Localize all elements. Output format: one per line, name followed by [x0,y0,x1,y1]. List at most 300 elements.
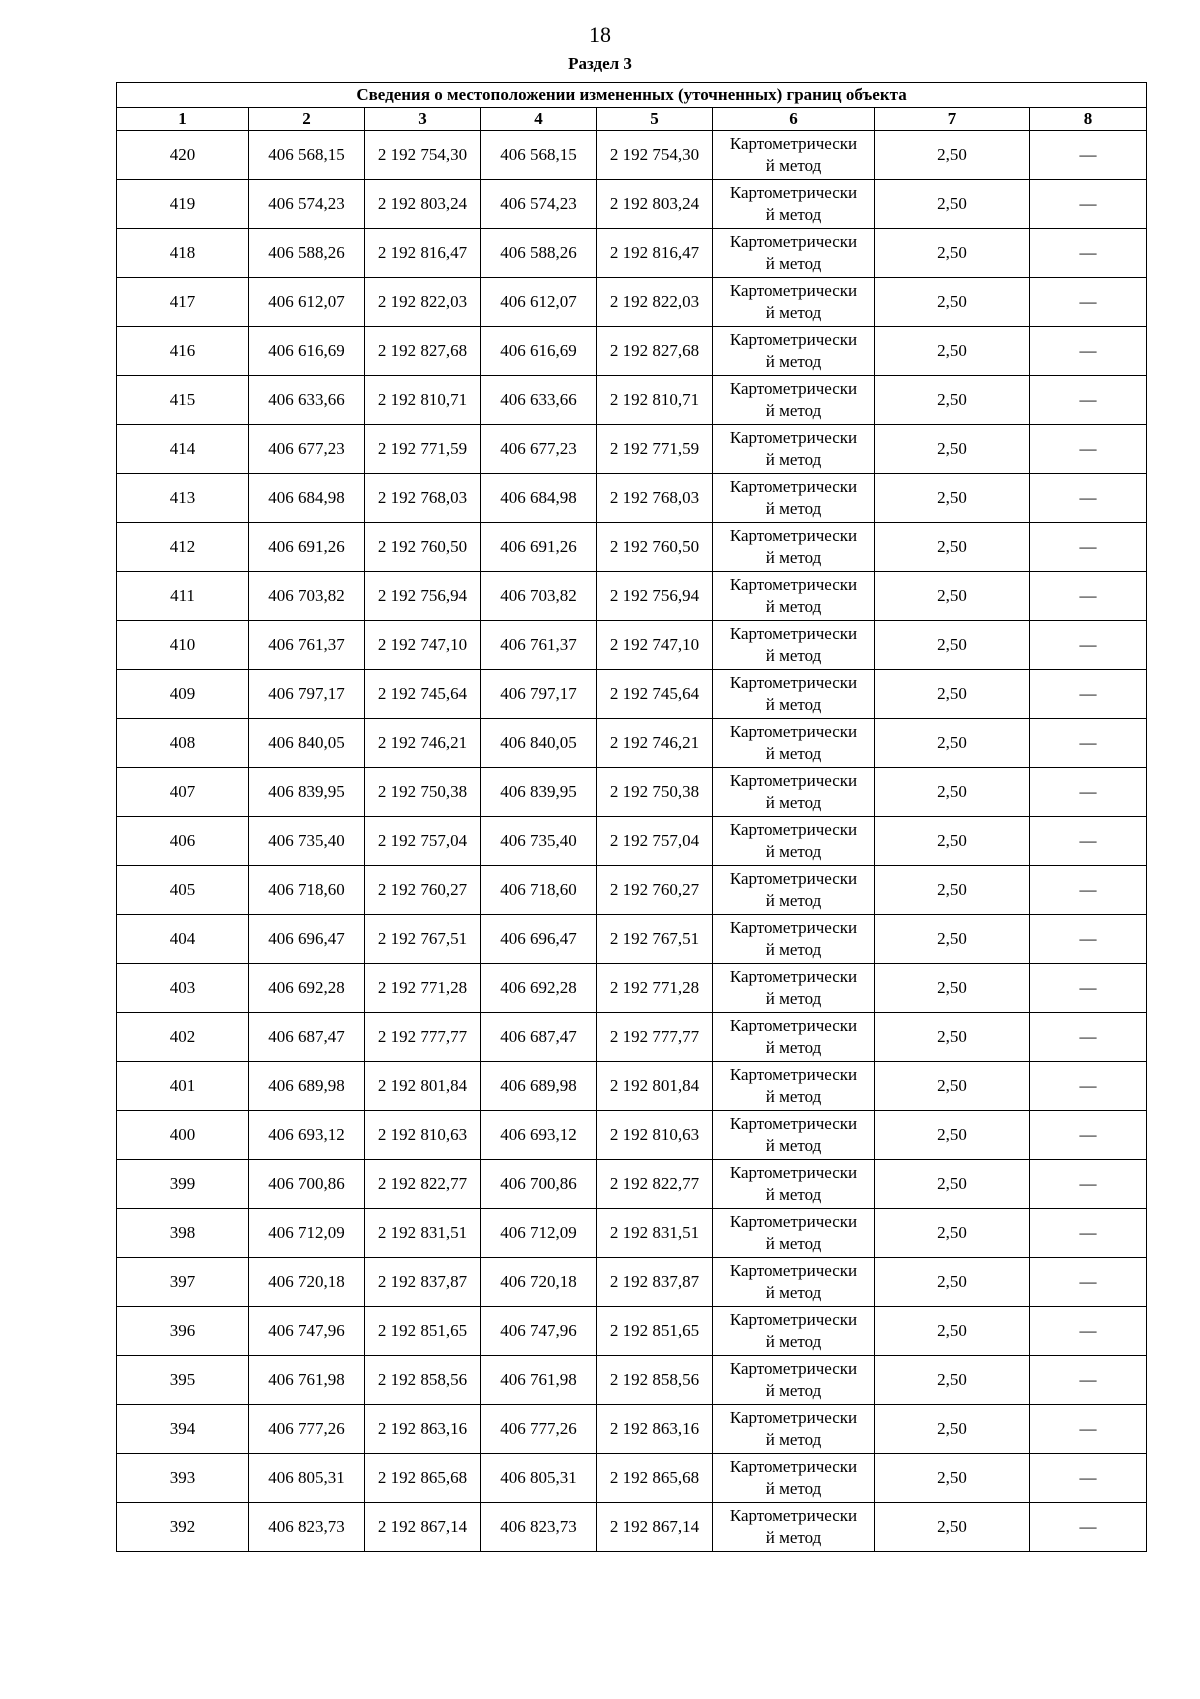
point-number-cell: 403 [117,964,249,1013]
coordinate-cell: 406 840,05 [481,719,597,768]
coordinate-cell: 406 718,60 [481,866,597,915]
description-cell: — [1030,474,1147,523]
method-cell [713,523,875,572]
coordinate-cell: 2 192 803,24 [365,180,481,229]
method-line-1: Картометрически [729,820,858,839]
coordinate-cell: 2 192 858,56 [597,1356,713,1405]
coordinate-cell: 406 777,26 [249,1405,365,1454]
coordinate-cell: 2 192 771,59 [365,425,481,474]
point-number-cell: 406 [117,817,249,866]
point-number-cell: 409 [117,670,249,719]
point-number-cell: 418 [117,229,249,278]
coordinate-cell: 406 568,15 [481,131,597,180]
point-number-cell: 411 [117,572,249,621]
method-cell [713,229,875,278]
method-cell [713,474,875,523]
method-line-1: Картометрически [729,1408,858,1427]
coordinate-cell: 2 192 801,84 [365,1062,481,1111]
description-cell: — [1030,572,1147,621]
coordinate-cell: 406 684,98 [481,474,597,523]
point-number-cell: 394 [117,1405,249,1454]
method-line-1: Картометрически [729,673,858,692]
description-cell: — [1030,278,1147,327]
coordinate-cell: 2 192 768,03 [365,474,481,523]
accuracy-cell: 2,50 [875,1307,1030,1356]
method-line-1: Картометрически [729,1310,858,1329]
point-number-cell: 402 [117,1013,249,1062]
method-line-1: Картометрически [729,1457,858,1476]
coordinate-cell: 2 192 750,38 [597,768,713,817]
accuracy-cell: 2,50 [875,1209,1030,1258]
accuracy-cell: 2,50 [875,278,1030,327]
coordinate-cell: 2 192 768,03 [597,474,713,523]
coordinate-cell: 2 192 827,68 [597,327,713,376]
coordinate-cell: 2 192 746,21 [597,719,713,768]
coordinate-cell: 406 805,31 [481,1454,597,1503]
coordinate-cell: 406 588,26 [481,229,597,278]
method-cell [713,1307,875,1356]
coordinate-cell: 2 192 816,47 [597,229,713,278]
method-line-2: й метод [765,891,822,910]
table-row [117,817,1147,866]
description-cell: — [1030,131,1147,180]
method-line-1: Картометрически [729,477,858,496]
coordinate-cell: 406 797,17 [481,670,597,719]
coordinate-cell: 2 192 771,28 [365,964,481,1013]
method-cell [713,1209,875,1258]
method-line-1: Картометрически [729,1359,858,1378]
coordinate-cell: 406 777,26 [481,1405,597,1454]
coordinate-cell: 2 192 756,94 [365,572,481,621]
point-number-cell: 404 [117,915,249,964]
table-row [117,1160,1147,1209]
coordinate-cell: 406 693,12 [481,1111,597,1160]
coordinate-cell: 2 192 827,68 [365,327,481,376]
point-number-cell: 419 [117,180,249,229]
table-row [117,1307,1147,1356]
description-cell: — [1030,376,1147,425]
table-row [117,523,1147,572]
coordinate-cell: 406 568,15 [249,131,365,180]
description-cell: — [1030,768,1147,817]
column-number-row [117,108,1147,131]
coordinate-cell: 2 192 757,04 [597,817,713,866]
method-cell [713,1013,875,1062]
table-row [117,1258,1147,1307]
method-line-1: Картометрически [729,1163,858,1182]
column-number: 8 [1030,108,1147,131]
coordinate-cell: 406 574,23 [249,180,365,229]
method-line-2: й метод [765,1332,822,1351]
coordinate-cell: 2 192 863,16 [597,1405,713,1454]
method-line-2: й метод [765,1234,822,1253]
coordinate-cell: 406 612,07 [481,278,597,327]
point-number-cell: 407 [117,768,249,817]
table-row [117,327,1147,376]
method-cell [713,670,875,719]
column-number: 5 [597,108,713,131]
coordinate-cell: 406 689,98 [249,1062,365,1111]
coordinate-cell: 2 192 822,03 [365,278,481,327]
method-cell [713,278,875,327]
table-body [117,131,1147,1552]
coordinate-cell: 406 720,18 [481,1258,597,1307]
description-cell: — [1030,1160,1147,1209]
point-number-cell: 416 [117,327,249,376]
accuracy-cell: 2,50 [875,180,1030,229]
method-cell [713,1160,875,1209]
method-cell [713,768,875,817]
coordinate-cell: 406 633,66 [481,376,597,425]
description-cell: — [1030,180,1147,229]
coordinate-cell: 406 677,23 [481,425,597,474]
method-line-2: й метод [765,1479,822,1498]
method-line-2: й метод [765,1038,822,1057]
accuracy-cell: 2,50 [875,1258,1030,1307]
method-line-2: й метод [765,1283,822,1302]
method-line-2: й метод [765,352,822,371]
accuracy-cell: 2,50 [875,376,1030,425]
coordinate-cell: 2 192 810,63 [365,1111,481,1160]
table-row [117,376,1147,425]
coordinate-cell: 2 192 822,77 [597,1160,713,1209]
column-number: 1 [117,108,249,131]
method-line-2: й метод [765,1381,822,1400]
point-number-cell: 400 [117,1111,249,1160]
point-number-cell: 410 [117,621,249,670]
coordinate-cell: 2 192 760,50 [365,523,481,572]
method-line-1: Картометрически [729,918,858,937]
method-line-2: й метод [765,842,822,861]
method-line-1: Картометрически [729,1065,858,1084]
coordinate-cell: 406 692,28 [481,964,597,1013]
description-cell: — [1030,817,1147,866]
coordinate-cell: 2 192 777,77 [597,1013,713,1062]
point-number-cell: 401 [117,1062,249,1111]
coordinate-cell: 2 192 760,27 [597,866,713,915]
coordinate-cell: 406 735,40 [249,817,365,866]
table-row [117,572,1147,621]
coordinate-cell: 406 761,37 [481,621,597,670]
table-row [117,1062,1147,1111]
coordinate-cell: 2 192 851,65 [597,1307,713,1356]
accuracy-cell: 2,50 [875,964,1030,1013]
coordinate-cell: 406 677,23 [249,425,365,474]
coordinate-cell: 2 192 810,71 [365,376,481,425]
method-cell [713,1503,875,1552]
description-cell: — [1030,964,1147,1013]
table-row [117,768,1147,817]
accuracy-cell: 2,50 [875,817,1030,866]
accuracy-cell: 2,50 [875,768,1030,817]
method-cell [713,817,875,866]
method-line-2: й метод [765,499,822,518]
coordinate-cell: 2 192 867,14 [597,1503,713,1552]
method-line-2: й метод [765,205,822,224]
coordinate-cell: 406 693,12 [249,1111,365,1160]
point-number-cell: 408 [117,719,249,768]
method-line-2: й метод [765,744,822,763]
page-number: 18 [589,22,611,47]
coordinate-cell: 406 703,82 [481,572,597,621]
method-cell [713,425,875,474]
description-cell: — [1030,866,1147,915]
coordinate-cell: 2 192 810,63 [597,1111,713,1160]
point-number-cell: 417 [117,278,249,327]
coordinate-cell: 2 192 745,64 [365,670,481,719]
coordinate-cell: 2 192 837,87 [365,1258,481,1307]
table-row [117,1111,1147,1160]
coordinate-cell: 406 612,07 [249,278,365,327]
accuracy-cell: 2,50 [875,866,1030,915]
coordinate-cell: 2 192 747,10 [365,621,481,670]
coordinate-cell: 406 700,86 [481,1160,597,1209]
coordinate-cell: 2 192 767,51 [365,915,481,964]
description-cell: — [1030,327,1147,376]
method-cell [713,1405,875,1454]
method-cell [713,866,875,915]
method-line-1: Картометрически [729,967,858,986]
point-number-cell: 405 [117,866,249,915]
accuracy-cell: 2,50 [875,474,1030,523]
coordinate-cell: 406 839,95 [481,768,597,817]
method-line-2: й метод [765,1185,822,1204]
coordinate-cell: 2 192 803,24 [597,180,713,229]
table-caption: Сведения о местоположении измененных (уточненных) границ объекта [117,83,1147,108]
description-cell: — [1030,523,1147,572]
description-cell: — [1030,1356,1147,1405]
coordinate-cell: 2 192 858,56 [365,1356,481,1405]
table-row [117,278,1147,327]
coordinate-cell: 406 761,37 [249,621,365,670]
table-row [117,425,1147,474]
method-cell [713,572,875,621]
method-line-2: й метод [765,401,822,420]
table-row [117,474,1147,523]
method-cell [713,327,875,376]
description-cell: — [1030,1258,1147,1307]
description-cell: — [1030,1503,1147,1552]
accuracy-cell: 2,50 [875,425,1030,474]
coordinate-cell: 406 712,09 [481,1209,597,1258]
coordinate-cell: 2 192 750,38 [365,768,481,817]
table-row [117,621,1147,670]
description-cell: — [1030,1405,1147,1454]
coordinate-cell: 2 192 831,51 [365,1209,481,1258]
method-line-1: Картометрически [729,526,858,545]
coordinate-cell: 406 823,73 [249,1503,365,1552]
method-line-2: й метод [765,548,822,567]
coordinate-cell: 2 192 767,51 [597,915,713,964]
coordinate-cell: 2 192 760,27 [365,866,481,915]
method-cell [713,1454,875,1503]
coordinate-cell: 2 192 747,10 [597,621,713,670]
table-row [117,1454,1147,1503]
point-number-cell: 398 [117,1209,249,1258]
coordinate-cell: 406 839,95 [249,768,365,817]
coordinate-cell: 406 747,96 [481,1307,597,1356]
method-line-2: й метод [765,254,822,273]
column-number: 6 [713,108,875,131]
method-line-2: й метод [765,646,822,665]
coordinate-cell: 406 696,47 [481,915,597,964]
point-number-cell: 414 [117,425,249,474]
coordinate-cell: 2 192 865,68 [597,1454,713,1503]
coordinate-cell: 2 192 831,51 [597,1209,713,1258]
table-row [117,915,1147,964]
table-row [117,1209,1147,1258]
coordinate-cell: 406 797,17 [249,670,365,719]
table-row [117,964,1147,1013]
method-cell [713,915,875,964]
description-cell: — [1030,425,1147,474]
accuracy-cell: 2,50 [875,1111,1030,1160]
point-number-cell: 395 [117,1356,249,1405]
table-row [117,670,1147,719]
method-line-1: Картометрически [729,722,858,741]
method-cell [713,1111,875,1160]
coordinate-cell: 2 192 754,30 [365,131,481,180]
coordinate-cell: 2 192 867,14 [365,1503,481,1552]
coordinate-cell: 2 192 754,30 [597,131,713,180]
coordinate-cell: 2 192 756,94 [597,572,713,621]
accuracy-cell: 2,50 [875,1062,1030,1111]
coordinate-cell: 2 192 771,28 [597,964,713,1013]
point-number-cell: 392 [117,1503,249,1552]
table-row [117,719,1147,768]
coordinate-cell: 406 696,47 [249,915,365,964]
method-line-1: Картометрически [729,575,858,594]
coordinate-cell: 2 192 816,47 [365,229,481,278]
coordinate-cell: 406 720,18 [249,1258,365,1307]
coordinate-cell: 406 761,98 [481,1356,597,1405]
accuracy-cell: 2,50 [875,1013,1030,1062]
coordinate-cell: 2 192 746,21 [365,719,481,768]
description-cell: — [1030,1209,1147,1258]
description-cell: — [1030,229,1147,278]
description-cell: — [1030,719,1147,768]
accuracy-cell: 2,50 [875,131,1030,180]
coordinate-cell: 2 192 863,16 [365,1405,481,1454]
description-cell: — [1030,1454,1147,1503]
method-line-2: й метод [765,597,822,616]
method-line-1: Картометрически [729,624,858,643]
method-line-1: Картометрически [729,1016,858,1035]
description-cell: — [1030,1013,1147,1062]
accuracy-cell: 2,50 [875,719,1030,768]
method-cell [713,1356,875,1405]
description-cell: — [1030,1307,1147,1356]
method-line-1: Картометрически [729,1261,858,1280]
method-line-1: Картометрически [729,134,858,153]
accuracy-cell: 2,50 [875,915,1030,964]
method-line-1: Картометрически [729,232,858,251]
coordinate-cell: 2 192 760,50 [597,523,713,572]
coordinate-cell: 406 805,31 [249,1454,365,1503]
table-row [117,1013,1147,1062]
table-row [117,1405,1147,1454]
coordinate-cell: 2 192 865,68 [365,1454,481,1503]
column-number: 2 [249,108,365,131]
boundary-coordinates-table [116,82,1147,1552]
method-cell [713,131,875,180]
method-cell [713,180,875,229]
coordinate-cell: 406 840,05 [249,719,365,768]
coordinate-cell: 406 687,47 [249,1013,365,1062]
method-line-1: Картометрически [729,428,858,447]
method-line-2: й метод [765,450,822,469]
coordinate-cell: 2 192 777,77 [365,1013,481,1062]
method-line-1: Картометрически [729,281,858,300]
coordinate-cell: 406 691,26 [481,523,597,572]
description-cell: — [1030,1111,1147,1160]
coordinate-cell: 406 684,98 [249,474,365,523]
method-line-2: й метод [765,1430,822,1449]
point-number-cell: 420 [117,131,249,180]
point-number-cell: 397 [117,1258,249,1307]
method-line-2: й метод [765,156,822,175]
table-row [117,131,1147,180]
method-line-2: й метод [765,1087,822,1106]
method-line-2: й метод [765,695,822,714]
method-line-1: Картометрически [729,183,858,202]
method-line-2: й метод [765,303,822,322]
coordinate-cell: 406 703,82 [249,572,365,621]
coordinate-cell: 406 718,60 [249,866,365,915]
coordinate-cell: 2 192 771,59 [597,425,713,474]
method-line-1: Картометрически [729,330,858,349]
accuracy-cell: 2,50 [875,621,1030,670]
accuracy-cell: 2,50 [875,1356,1030,1405]
coordinate-cell: 406 574,23 [481,180,597,229]
method-line-1: Картометрически [729,771,858,790]
column-number: 4 [481,108,597,131]
coordinate-cell: 2 192 757,04 [365,817,481,866]
point-number-cell: 396 [117,1307,249,1356]
point-number-cell: 393 [117,1454,249,1503]
coordinate-cell: 406 761,98 [249,1356,365,1405]
coordinate-cell: 2 192 810,71 [597,376,713,425]
coordinate-cell: 406 823,73 [481,1503,597,1552]
column-number: 3 [365,108,481,131]
coordinate-cell: 406 692,28 [249,964,365,1013]
accuracy-cell: 2,50 [875,572,1030,621]
method-line-2: й метод [765,1528,822,1547]
coordinate-cell: 2 192 801,84 [597,1062,713,1111]
method-line-2: й метод [765,989,822,1008]
table-row [117,229,1147,278]
method-cell [713,376,875,425]
coordinate-cell: 406 616,69 [481,327,597,376]
accuracy-cell: 2,50 [875,670,1030,719]
coordinate-cell: 2 192 745,64 [597,670,713,719]
point-number-cell: 415 [117,376,249,425]
coordinate-cell: 2 192 822,03 [597,278,713,327]
description-cell: — [1030,915,1147,964]
point-number-cell: 413 [117,474,249,523]
accuracy-cell: 2,50 [875,1405,1030,1454]
method-line-2: й метод [765,1136,822,1155]
point-number-cell: 412 [117,523,249,572]
coordinate-cell: 406 712,09 [249,1209,365,1258]
table-row [117,180,1147,229]
accuracy-cell: 2,50 [875,523,1030,572]
coordinate-cell: 406 700,86 [249,1160,365,1209]
description-cell: — [1030,621,1147,670]
coordinate-cell: 406 735,40 [481,817,597,866]
table-row [117,1356,1147,1405]
method-line-1: Картометрически [729,379,858,398]
